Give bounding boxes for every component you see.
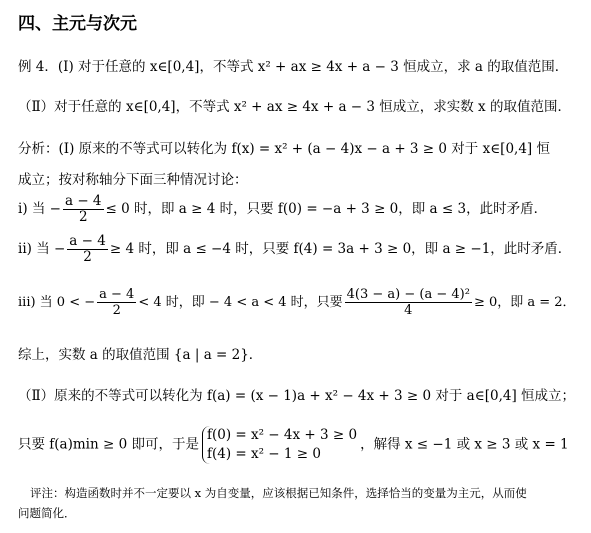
case-3-prefix: iii) 当 0 < − <box>18 295 96 310</box>
part-2-analysis: （Ⅱ）原来的不等式可以转化为 f(a) = (x − 1)a + x² − 4x + 3 ≥ 0 对于 a∈[0,4] 恒成立； <box>18 388 576 404</box>
remark: 评注：构造函数时并不一定要以 x 为自变量，应该根据已知条件，选择恰当的变量为主元，从而使 <box>30 486 527 500</box>
analysis-intro: 分析：(Ⅰ) 原来的不等式可以转化为 f(x) = x² + (a − 4)x − a + 3 ≥ 0 对于 x∈[0,4] 恒 <box>18 141 550 157</box>
conclusion: 综上，实数 a 的取值范围 {a | a = 2}． <box>18 347 263 363</box>
case-1 <box>18 194 547 225</box>
case-1-prefix: i) 当 − <box>18 201 61 217</box>
problem-part-2: （Ⅱ）对于任意的 x∈[0,4]，不等式 x² + ax ≥ 4x + a − 3 恒成立，求实数 x 的取值范围． <box>18 99 571 115</box>
case-3-text: ≥ 0，即 a = 2． <box>473 295 576 310</box>
section-heading: 四、主元与次元 <box>18 14 137 34</box>
case-3-numerator: a − 4 <box>99 287 135 302</box>
final-result: ，解得 x ≤ −1 或 x ≥ 3 或 x = 1 <box>360 436 569 453</box>
case-3-middle: < 4 时，即 − 4 < a < 4 时，只要 <box>138 295 343 310</box>
case-2-text: ≥ 4 时，即 a ≤ −4 时，只要 f(4) = 3a + 3 ≥ 0，即 a ≥ −1，此时矛盾． <box>109 241 572 257</box>
remark-cont: 问题简化． <box>18 506 76 520</box>
case-3-denominator: 2 <box>112 303 121 318</box>
equation-1: f(0) = x² − 4x + 3 ≥ 0 <box>206 427 358 443</box>
case-3-fraction <box>97 287 136 318</box>
problem-part-1: 例 4．(Ⅰ) 对于任意的 x∈[0,4]，不等式 x² + ax ≥ 4x + a − 3 恒成立，求 a 的取值范围． <box>18 59 569 75</box>
case-3-numerator-2: 4(3 − a) − (a − 4)² <box>346 287 470 302</box>
case-2-prefix: ii) 当 − <box>18 241 66 257</box>
final-condition <box>18 426 569 464</box>
case-3-fraction-2 <box>345 287 472 318</box>
case-1-denominator: 2 <box>78 209 88 225</box>
case-2-denominator: 2 <box>83 249 92 265</box>
case-3-denominator-2: 4 <box>404 303 413 318</box>
case-3 <box>18 287 576 318</box>
equation-2: f(4) = x² − 1 ≥ 0 <box>206 446 321 462</box>
final-prefix: 只要 f(a)min ≥ 0 即可，于是 <box>18 436 199 453</box>
case-2-fraction <box>67 234 108 265</box>
case-2 <box>18 234 571 265</box>
case-2-numerator: a − 4 <box>69 233 106 249</box>
analysis-intro-cont: 成立；按对称轴分下面三种情况讨论： <box>18 172 248 188</box>
case-1-numerator: a − 4 <box>64 193 102 209</box>
equation-system <box>202 426 357 464</box>
case-1-fraction <box>63 194 104 225</box>
case-1-text: ≤ 0 时，即 a ≥ 4 时，只要 f(0) = −a + 3 ≥ 0，即 a ≤ 3，此时矛盾． <box>105 201 548 217</box>
